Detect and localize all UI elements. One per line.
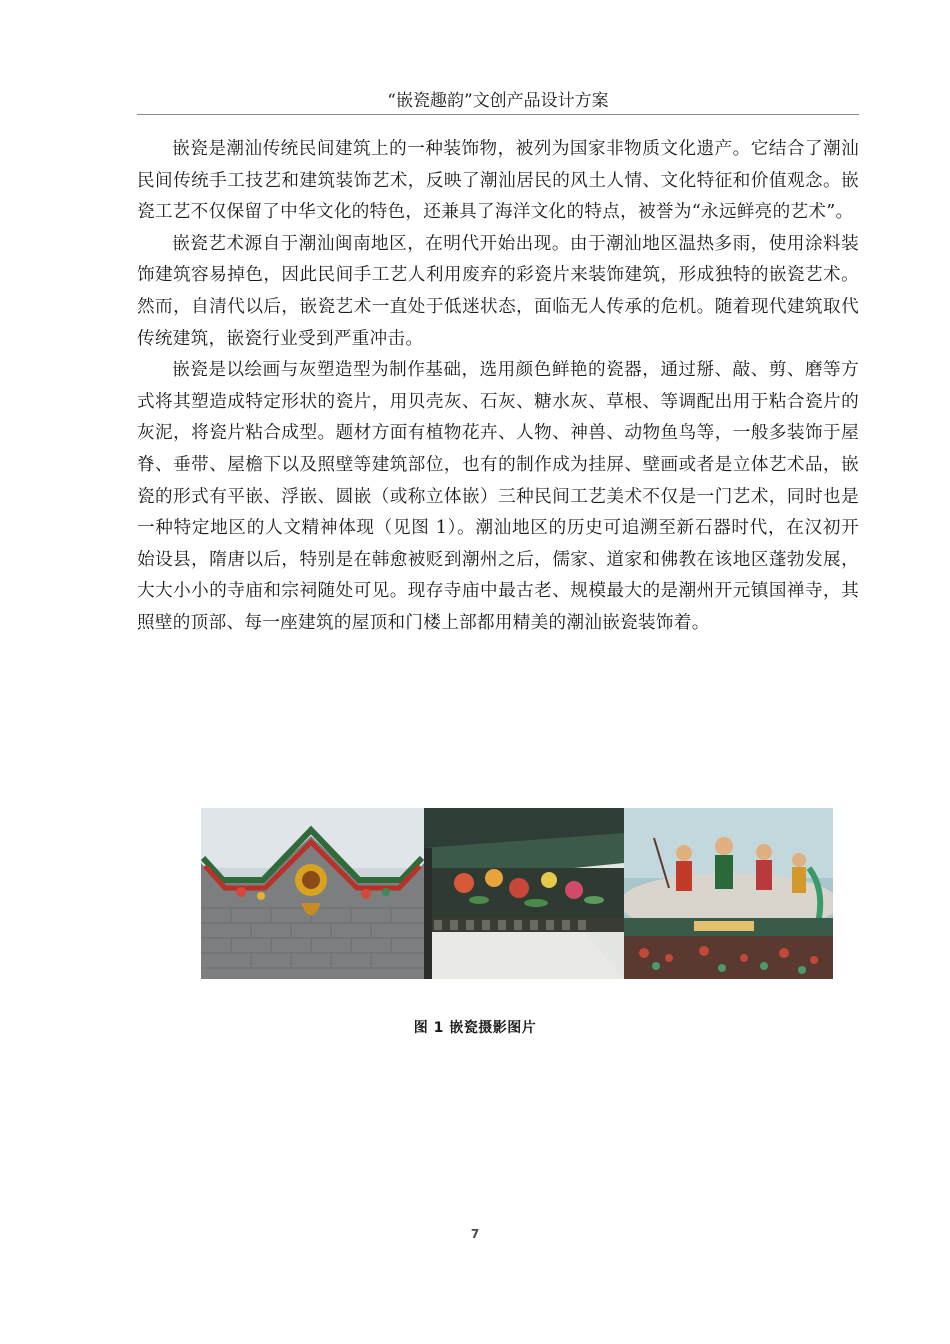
photo-roof-figures: [624, 808, 833, 979]
header-title: “嵌瓷趣韵”文创产品设计方案: [387, 91, 609, 111]
photo-gable-ridge: [201, 808, 424, 979]
page-header: [137, 88, 859, 115]
figure-caption: 图 1 嵌瓷摄影图片: [413, 1020, 537, 1036]
body-text: [137, 134, 859, 640]
paragraph-1: 嵌瓷是潮汕传统民间建筑上的一种装饰物，被列为国家非物质文化遗产。它结合了潮汕民间传统手工技艺和建筑装饰艺术，反映了潮汕居民的风土人情、文化特征和价值观念。嵌瓷工艺不仅保留了中华文化的特色，还兼具了海洋文化的特点，被誉为“永远鲜亮的艺术”。: [137, 139, 859, 223]
paragraph-2: 嵌瓷艺术源自于潮汕闽南地区，在明代开始出现。由于潮汕地区温热多雨，使用涂料装饰建筑容易掉色，因此民间手工艺人利用废弃的彩瓷片来装饰建筑，形成独特的嵌瓷艺术。然而，自清代以后，嵌瓷艺术一直处于低迷状态，面临无人传承的危机。随着现代建筑取代传统建筑，嵌瓷行业受到严重冲击。: [137, 233, 859, 349]
photo-eave-flowers: [424, 808, 624, 979]
paragraph-3: 嵌瓷是以绘画与灰塑造型为制作基础，选用颜色鲜艳的瓷器，通过掰、敲、剪、磨等方式将其塑造成特定形状的瓷片，用贝壳灰、石灰、糖水灰、草根、等调配出用于粘合瓷片的灰泥，将瓷片粘合成型。题材方面有植物花卉、人物、神兽、动物鱼鸟等，一般多装饰于屋脊、垂带、屋檐下以及照壁等建筑部位，也有的制作成为挂屏、壁画或者是立体艺术品，嵌瓷的形式有平嵌、浮嵌、圆嵌（或称立体嵌）三种民间工艺美术不仅是一门艺术，同时也是一种特定地区的人文精神体现（见图 1）。潮汕地区的历史可追溯至新石器时代，在汉初开始设县，隋唐以后，特别是在韩愈被贬到潮州之后，儒家、道家和佛教在该地区蓬勃发展，大大小小的寺庙和宗祠随处可见。现存寺庙中最古老、规模最大的是潮州开元镇国禅寺，其照壁的顶部、每一座建筑的屋顶和门楼上部都用精美的潮汕嵌瓷装饰着。: [137, 360, 859, 633]
figure-photo-strip: [201, 808, 833, 979]
page-number: 7: [470, 1227, 480, 1241]
